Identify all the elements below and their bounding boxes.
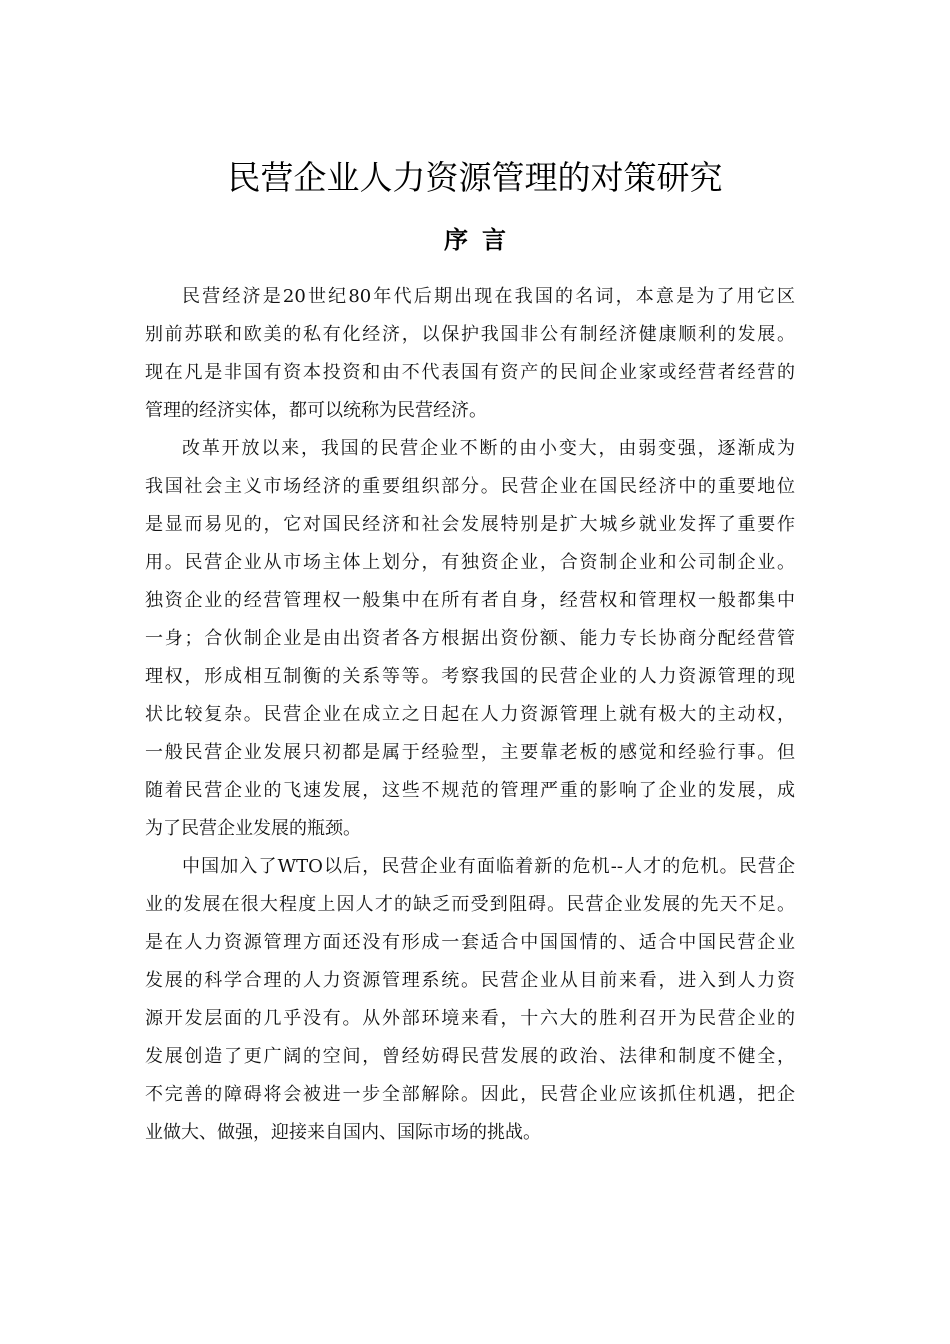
- text-line: 民营经济是20世纪80年代后期出现在我国的名词，本意是为了用它区: [182, 286, 795, 307]
- text-line: 是显而易见的，它对国民经济和社会发展特别是扩大城乡就业发挥了重要作: [145, 514, 795, 535]
- text-line: 独资企业的经营管理权一般集中在所有者自身，经营权和管理权一般都集中: [145, 590, 795, 611]
- text-line: 随着民营企业的飞速发展，这些不规范的管理严重的影响了企业的发展，成: [145, 780, 795, 801]
- paragraph-1: [145, 278, 795, 430]
- text-line: 是在人力资源管理方面还没有形成一套适合中国国情的、适合中国民营企业: [145, 932, 795, 953]
- text-line: 用。民营企业从市场主体上划分，有独资企业，合资制企业和公司制企业。: [145, 552, 795, 573]
- text-line: 理权，形成相互制衡的关系等等。考察我国的民营企业的人力资源管理的现: [145, 666, 795, 687]
- text-line: 中国加入了WTO以后，民营企业有面临着新的危机--人才的危机。民营企: [182, 856, 795, 877]
- text-line: 我国社会主义市场经济的重要组织部分。民营企业在国民经济中的重要地位: [145, 476, 795, 497]
- text-line: 状比较复杂。民营企业在成立之日起在人力资源管理上就有极大的主动权，: [145, 704, 795, 725]
- text-line: 现在凡是非国有资本投资和由不代表国有资产的民间企业家或经营者经营的: [145, 362, 795, 383]
- document-title: 民营企业人力资源管理的对策研究: [227, 158, 723, 197]
- text-line: 一身；合伙制企业是由出资者各方根据出资份额、能力专长协商分配经营管: [145, 628, 795, 649]
- document-subtitle: 序言: [444, 226, 520, 254]
- text-line: 别前苏联和欧美的私有化经济，以保护我国非公有制经济健康顺利的发展。: [145, 324, 795, 345]
- text-line: 不完善的障碍将会被进一步全部解除。因此，民营企业应该抓住机遇，把企: [145, 1084, 795, 1105]
- text-line: 发展创造了更广阔的空间，曾经妨碍民营发展的政治、法律和制度不健全，: [145, 1046, 795, 1067]
- text-line: 业做大、做强，迎接来自国内、国际市场的挑战。: [145, 1122, 541, 1143]
- text-line: 业的发展在很大程度上因人才的缺乏而受到阻碍。民营企业发展的先天不足。: [145, 894, 795, 915]
- paragraph-2: [145, 430, 795, 848]
- text-line: 一般民营企业发展只初都是属于经验型，主要靠老板的感觉和经验行事。但: [145, 742, 795, 763]
- document-body: [145, 278, 795, 1152]
- text-line: 为了民营企业发展的瓶颈。: [145, 818, 361, 839]
- paragraph-3: [145, 848, 795, 1152]
- text-line: 管理的经济实体，都可以统称为民营经济。: [145, 400, 487, 421]
- text-line: 源开发层面的几乎没有。从外部环境来看，十六大的胜利召开为民营企业的: [145, 1008, 795, 1029]
- text-line: 改革开放以来，我国的民营企业不断的由小变大，由弱变强，逐渐成为: [182, 438, 795, 459]
- text-line: 发展的科学合理的人力资源管理系统。民营企业从目前来看，进入到人力资: [145, 970, 795, 991]
